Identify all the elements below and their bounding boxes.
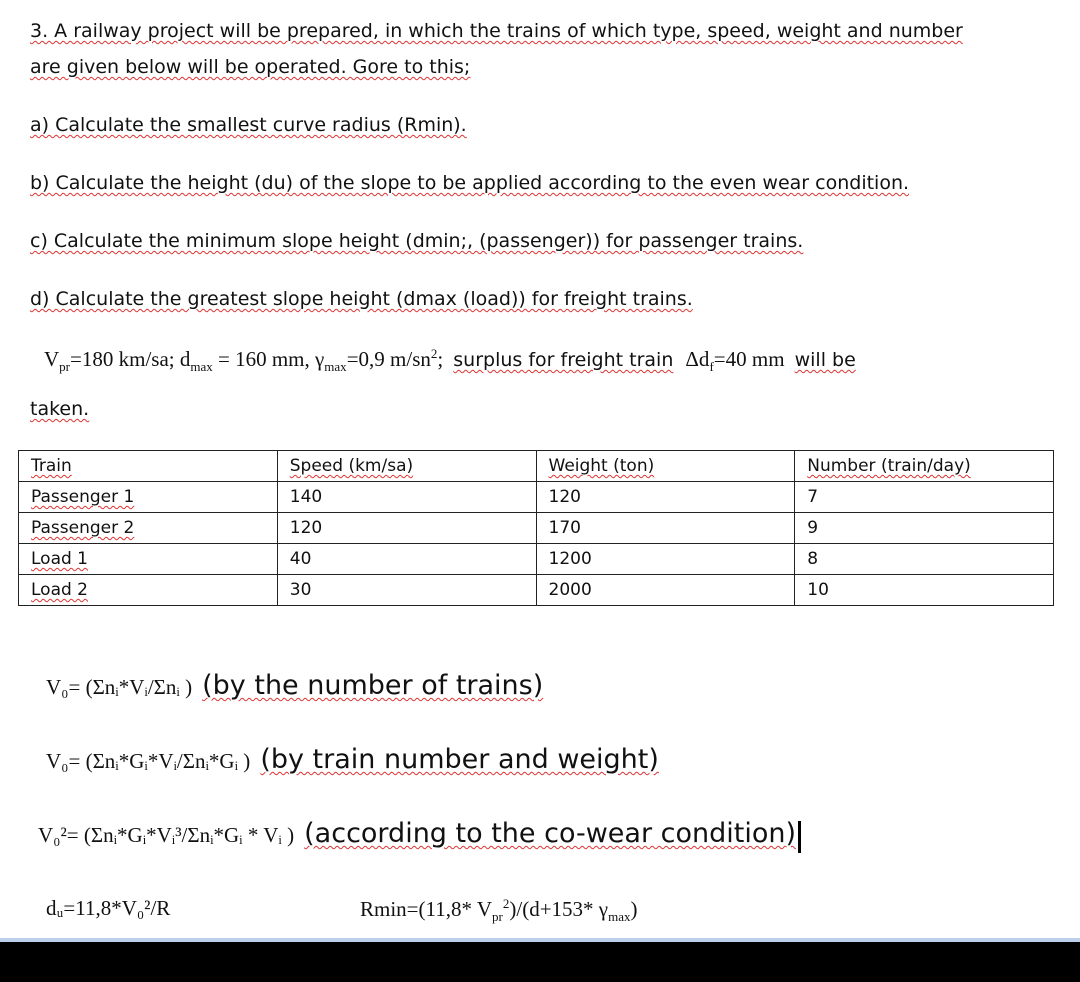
- train-table: [18, 450, 1054, 606]
- cell-number: 7: [795, 482, 1054, 513]
- cell-speed: 30: [277, 575, 536, 606]
- formula-2-expr: V₀= (Σnᵢ*Gᵢ*Vᵢ/Σnᵢ*Gᵢ ): [46, 749, 251, 773]
- question-b-text: b) Calculate the height (du) of the slope to be applied according to the even wear condition.: [30, 172, 910, 194]
- cell-number: 10: [795, 575, 1054, 606]
- header-train: Train: [19, 451, 278, 482]
- screen-bottom-bar: [0, 942, 1080, 982]
- formula-5-sub: pr: [492, 909, 503, 925]
- header-speed: Speed (km/sa): [277, 451, 536, 482]
- formula-5: [360, 896, 637, 925]
- given-v-sub: pr: [59, 359, 71, 375]
- given-d-value: = 160 mm, γ: [212, 347, 325, 371]
- formula-3-expr: V₀²= (Σnᵢ*Gᵢ*Vᵢ³/Σnᵢ*Gᵢ * Vᵢ ): [38, 823, 295, 847]
- question-a-text: a) Calculate the smallest curve radius (Rmin).: [30, 114, 467, 136]
- table-row: [19, 482, 1054, 513]
- given-delta-symbol: Δd: [685, 347, 710, 371]
- formula-3: [38, 818, 801, 853]
- given-g-end: ;: [437, 347, 444, 371]
- table-row: [19, 513, 1054, 544]
- formula-5-sup: 2: [502, 896, 510, 911]
- cell-weight: 170: [536, 513, 795, 544]
- formula-3-note: (according to the co-wear condition): [304, 818, 797, 849]
- table-header-row: [19, 451, 1054, 482]
- question-b: [30, 172, 909, 194]
- cell-train: Passenger 2: [19, 513, 278, 544]
- cell-speed: 40: [277, 544, 536, 575]
- given-delta-value: =40 mm: [713, 347, 785, 371]
- question-d-text: d) Calculate the greatest slope height (dmax (load)) for freight trains.: [30, 288, 693, 310]
- given-v: [44, 346, 444, 375]
- question-c-text: c) Calculate the minimum slope height (dmin;, (passenger)) for passenger trains.: [30, 230, 804, 252]
- given-taken-line: [30, 398, 89, 420]
- cell-weight: 2000: [536, 575, 795, 606]
- formula-4-expr: dᵤ=11,8*V₀²/R: [46, 896, 171, 920]
- cell-speed: 120: [277, 513, 536, 544]
- given-g-sup: 2: [430, 346, 438, 361]
- table-row: [19, 544, 1054, 575]
- given-v-value: =180 km/sa; d: [70, 347, 191, 371]
- given-g-value: =0,9 m/sn: [346, 347, 431, 371]
- given-surplus-text: surplus for freight train: [453, 349, 674, 371]
- cell-train: Load 2: [19, 575, 278, 606]
- formula-1-note: (by the number of trains): [202, 670, 544, 701]
- question-c: [30, 230, 803, 252]
- cell-speed: 140: [277, 482, 536, 513]
- formula-5-expr: [360, 896, 638, 925]
- cell-weight: 1200: [536, 544, 795, 575]
- given-v-symbol: V: [44, 347, 60, 371]
- table-row: [19, 575, 1054, 606]
- intro-text-2: are given below will be operated. Gore to this;: [30, 56, 471, 78]
- given-d-sub: max: [190, 359, 213, 375]
- text-cursor: [798, 821, 801, 853]
- given-will-be: will be: [794, 349, 856, 371]
- given-taken: taken.: [30, 398, 90, 420]
- formula-1-expr: V₀= (Σnᵢ*Vᵢ/Σnᵢ ): [46, 675, 193, 699]
- header-number: Number (train/day): [795, 451, 1054, 482]
- question-d: [30, 288, 693, 310]
- question-a: [30, 114, 467, 136]
- formula-2-note: (by train number and weight): [260, 744, 659, 775]
- formula-5-part-a: Rmin=(11,8* V: [360, 897, 493, 921]
- formula-5-sub2: max: [608, 909, 631, 925]
- formula-5-part-b: )/(d+153* γ: [509, 897, 609, 921]
- cell-train: Passenger 1: [19, 482, 278, 513]
- cell-number: 8: [795, 544, 1054, 575]
- header-weight: Weight (ton): [536, 451, 795, 482]
- cell-number: 9: [795, 513, 1054, 544]
- formula-5-part-c: ): [630, 897, 638, 921]
- intro-text-1: 3. A railway project will be prepared, in which the trains of which type, speed, weight and number: [30, 20, 963, 42]
- formula-1: [46, 670, 543, 701]
- given-delta: [685, 347, 785, 375]
- given-g-sub: max: [324, 359, 347, 375]
- given-delta-sub: f: [709, 359, 714, 375]
- given-values-line: [44, 346, 856, 375]
- intro-line-2: [30, 56, 470, 78]
- formula-4: [46, 896, 170, 921]
- cell-weight: 120: [536, 482, 795, 513]
- cell-train: Load 1: [19, 544, 278, 575]
- formula-2: [46, 744, 659, 775]
- intro-line-1: [30, 20, 963, 42]
